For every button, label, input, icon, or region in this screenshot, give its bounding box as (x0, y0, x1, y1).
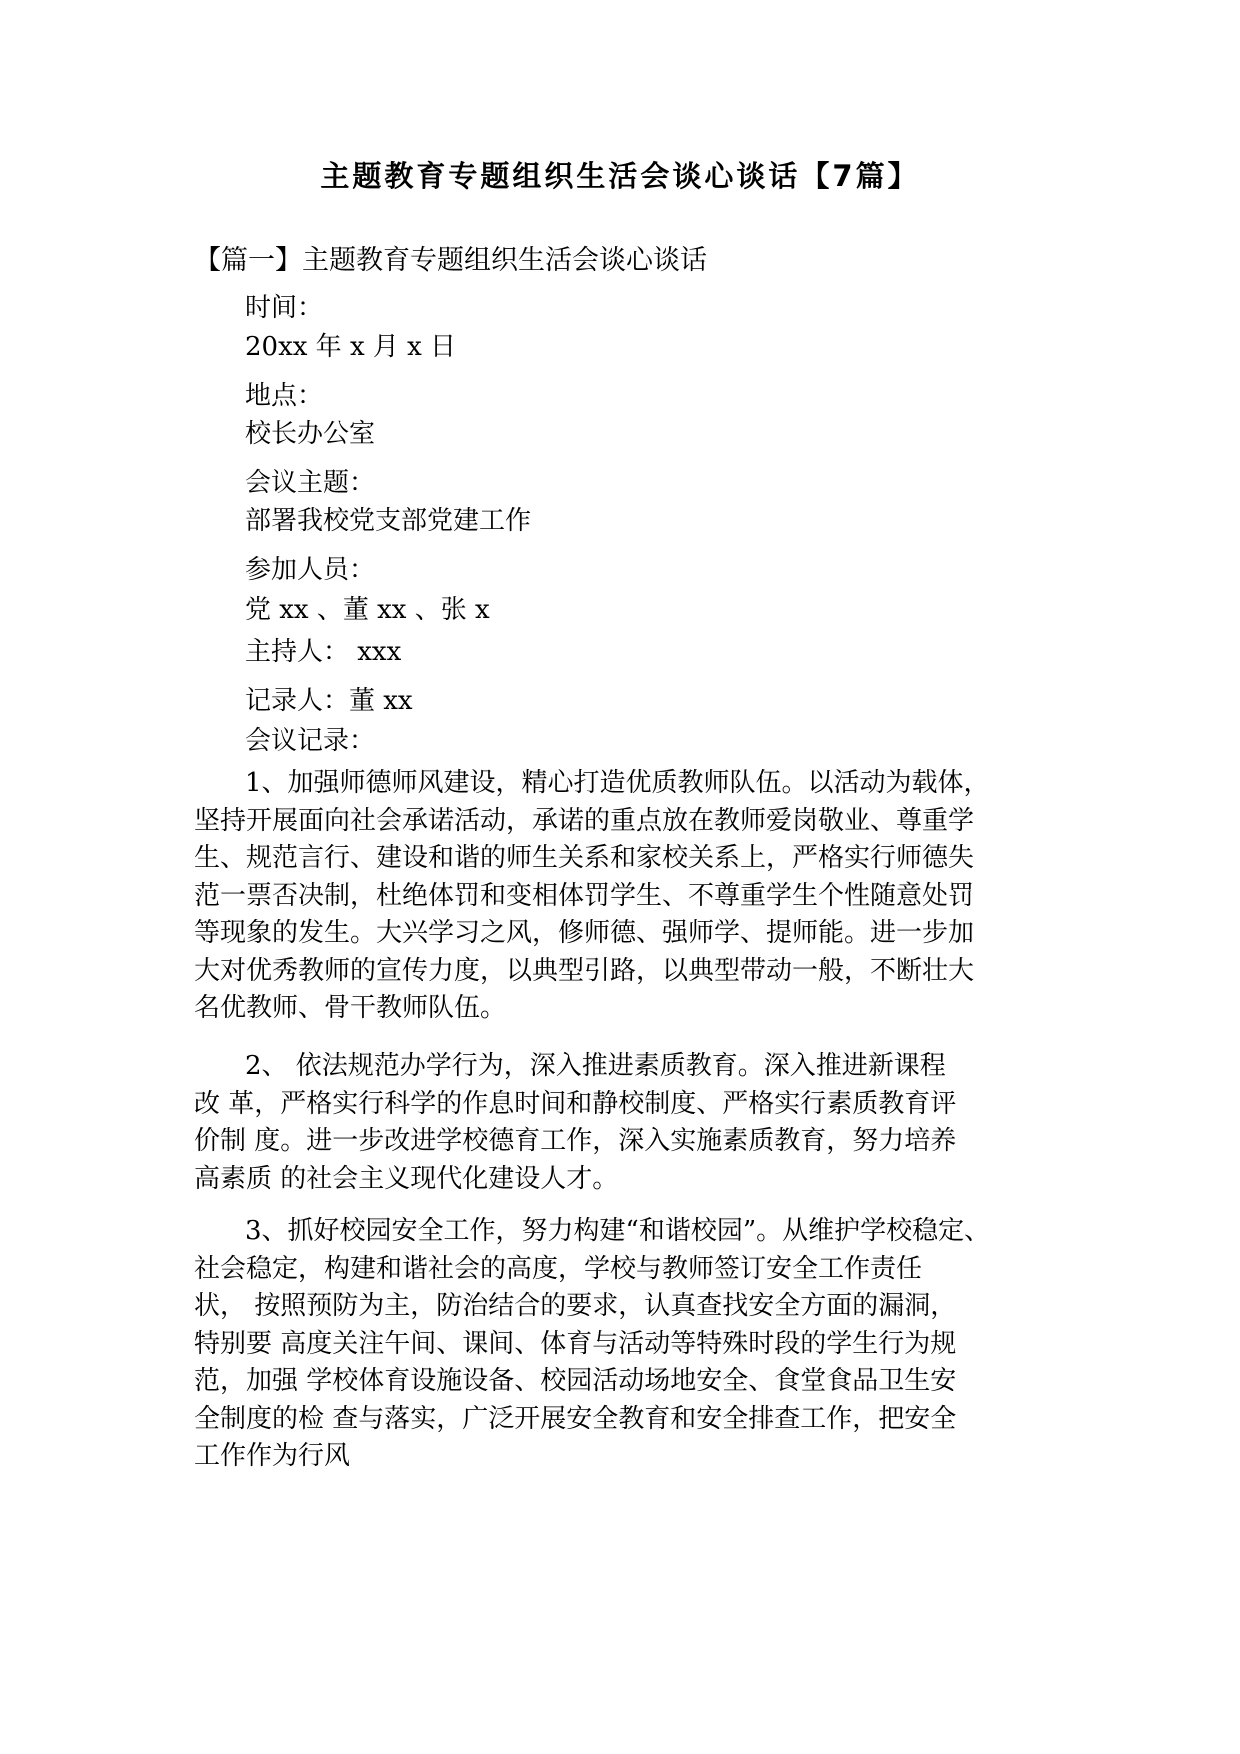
document-title: 主题教育专题组织生活会谈心谈话【7篇】 (320, 159, 920, 193)
paragraph-line: 改 革，严格实行科学的作息时间和静校制度、严格实行素质教育评 (194, 1088, 957, 1119)
meta-host: 主持人： xxx (245, 637, 402, 667)
paragraph-line: 价制 度。进一步改进学校德育工作，深入实施素质教育，努力培养 (194, 1126, 957, 1156)
meta-time-value: 20xx 年 x 月 x 日 (245, 332, 457, 362)
meta-place-value: 校长办公室 (245, 419, 376, 449)
meta-topic-label: 会议主题： (245, 468, 376, 498)
paragraph-line: 特别要 高度关注午间、课间、体育与活动等特殊时段的学生行为规 (194, 1328, 957, 1359)
paragraph-line: 2、 依法规范办学行为，深入推进素质教育。深入推进新课程 (245, 1051, 946, 1081)
section-heading: 【篇一】主题教育专题组织生活会谈心谈话 (194, 245, 707, 276)
meta-recorder: 记录人：董 xx (245, 686, 413, 716)
paragraph-line: 范，加强 学校体育设施设备、校园活动场地安全、食堂食品卫生安 (194, 1366, 957, 1396)
paragraph-3 (194, 1213, 1050, 1476)
paragraph-line: 3、抓好校园安全工作，努力构建“和谐校园”。从维护学校稳定、 (245, 1216, 991, 1246)
paragraph-1 (194, 765, 1050, 1028)
paragraph-line: 名优教师、骨干教师队伍。 (194, 993, 507, 1023)
paragraph-line: 状， 按照预防为主，防治结合的要求，认真查找安全方面的漏洞， (194, 1291, 957, 1321)
meta-minutes-label: 会议记录： (245, 726, 376, 756)
paragraph-2 (194, 1048, 1050, 1198)
meta-place-label: 地点： (245, 381, 324, 411)
paragraph-line: 全制度的检 查与落实，广泛开展安全教育和安全排查工作，把安全 (194, 1403, 957, 1434)
paragraph-line: 社会稳定，构建和谐社会的高度，学校与教师签订安全工作责任 (194, 1253, 923, 1284)
paragraph-line: 生、规范言行、建设和谐的师生关系和家校关系上，严格实行师德失 (194, 843, 975, 873)
paragraph-line: 1、加强师德师风建设，精心打造优质教师队伍。以活动为载体， (245, 768, 990, 798)
paragraph-line: 等现象的发生。大兴学习之风，修师德、强师学、提师能。进一步加 (194, 918, 975, 948)
paragraph-line: 高素质 的社会主义现代化建设人才。 (194, 1163, 619, 1194)
paragraph-line: 工作作为行风 (194, 1441, 351, 1471)
paragraph-line: 范一票否决制，杜绝体罚和变相体罚学生、不尊重学生个性随意处罚 (194, 880, 975, 911)
meta-topic-value: 部署我校党支部党建工作 (245, 506, 532, 536)
meta-time-label: 时间： (245, 293, 324, 323)
paragraph-line: 大对优秀教师的宣传力度，以典型引路，以典型带动一般，不断壮大 (194, 955, 975, 986)
paragraph-line: 坚持开展面向社会承诺活动，承诺的重点放在教师爱岗敬业、尊重学 (194, 805, 975, 836)
meta-attendees-value: 党 xx 、董 xx 、张 x (245, 595, 490, 625)
meta-attendees-label: 参加人员： (245, 555, 376, 585)
